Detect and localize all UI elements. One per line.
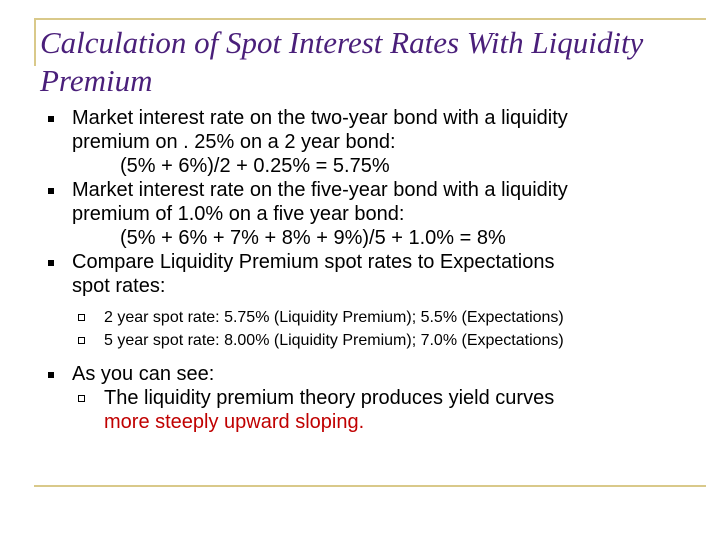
equation-line: (5% + 6%)/2 + 0.25% = 5.75% [120, 155, 390, 177]
hollow-square-bullet-icon [78, 337, 85, 344]
bullet-text-line: As you can see: [72, 363, 215, 385]
bullet-five-year-bond [40, 178, 710, 250]
bullet-compare [40, 250, 710, 298]
subitem-five-year-rate [72, 329, 710, 352]
square-bullet-icon [48, 372, 54, 378]
left-rule [34, 18, 36, 66]
subitem-two-year-rate [72, 306, 710, 329]
conclusion-line-2 [104, 410, 710, 434]
subitem-text: 5 year spot rate: 8.00% (Liquidity Premium); 7.0% (Expectations) [104, 332, 564, 349]
bullet-text-line: premium of 1.0% on a five year bond: [72, 203, 405, 225]
bullet-text-line: Compare Liquidity Premium spot rates to Expectations [72, 251, 555, 273]
period-text: . [358, 411, 365, 433]
highlight-text: more steeply upward sloping [104, 411, 359, 433]
equation-line: (5% + 6% + 7% + 8% + 9%)/5 + 1.0% = 8% [120, 227, 506, 249]
bullet-as-you-can-see [40, 362, 710, 386]
hollow-square-bullet-icon [78, 395, 85, 402]
hollow-square-bullet-icon [78, 314, 85, 321]
subitem-conclusion [72, 386, 710, 434]
bottom-rule [34, 485, 706, 487]
slide-content [40, 106, 710, 434]
bullet-two-year-bond [40, 106, 710, 178]
square-bullet-icon [48, 116, 54, 122]
top-rule [34, 18, 706, 20]
conclusion-line: The liquidity premium theory produces yield curves [104, 387, 555, 409]
square-bullet-icon [48, 188, 54, 194]
bullet-text-line: premium on . 25% on a 2 year bond: [72, 131, 396, 153]
bullet-text-line: spot rates: [72, 275, 166, 297]
square-bullet-icon [48, 260, 54, 266]
bullet-text-line: Market interest rate on the two-year bond with a liquidity [72, 107, 568, 129]
slide-title: Calculation of Spot Interest Rates With Liquidity Premium [40, 25, 644, 98]
subitem-text: 2 year spot rate: 5.75% (Liquidity Premium); 5.5% (Expectations) [104, 309, 564, 326]
bullet-text-line: Market interest rate on the five-year bond with a liquidity [72, 179, 568, 201]
